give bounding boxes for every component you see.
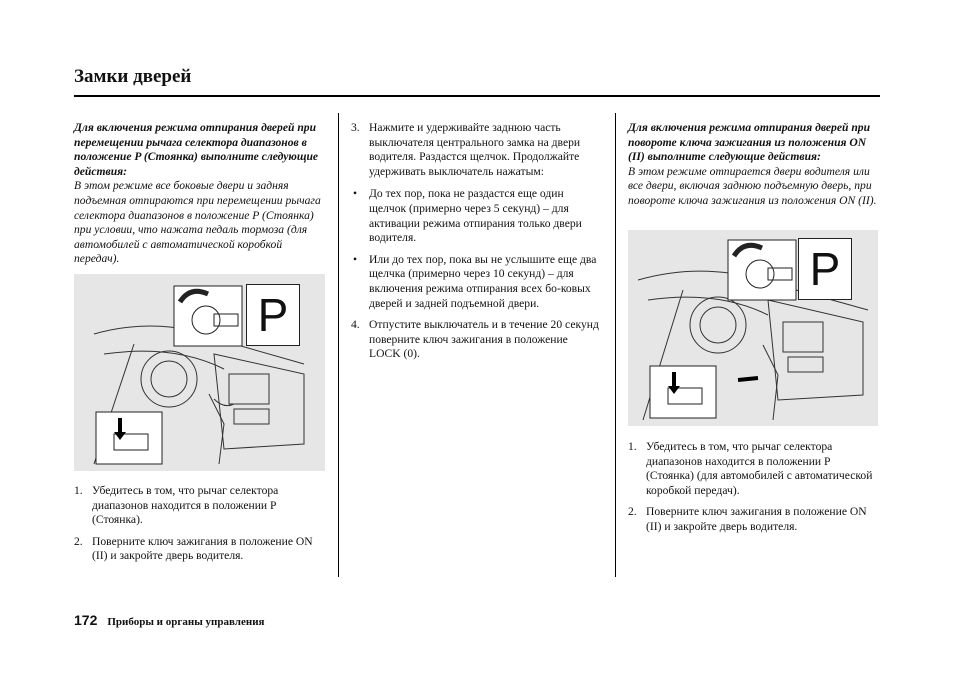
step-number: 4. bbox=[351, 318, 360, 332]
col1-note: В этом режиме все боковые двери и задняя подъемная отпираются при перемещении рычага селектора диапазонов в положение P (Стоянка) при условии, что нажата педаль тормоза (для автомобилей с автоматической коробкой передач). bbox=[74, 179, 321, 266]
column-1 bbox=[74, 121, 326, 267]
list-item bbox=[351, 187, 601, 245]
col1-lead: Для включения режима отпирания дверей при перемещении рычага селектора диапазонов в положение P (Стоянка) выполните следующие действия: bbox=[74, 121, 319, 178]
bullet-mark: • bbox=[353, 252, 358, 266]
switch-inset bbox=[650, 366, 716, 418]
key-inset bbox=[174, 286, 242, 346]
bullet-mark: • bbox=[353, 187, 358, 201]
step-text: Поверните ключ зажигания в положение ON (II) и закройте дверь водителя. bbox=[92, 534, 313, 563]
col1-steps bbox=[74, 484, 326, 571]
list-item bbox=[351, 318, 601, 362]
col3-illustration bbox=[628, 230, 878, 426]
col3-steps bbox=[628, 440, 880, 542]
step-number: 1. bbox=[74, 484, 83, 497]
page-title: Замки дверей bbox=[74, 66, 192, 87]
bullet-text: До тех пор, пока не раздастся еще один щелчок (примерно через 5 секунд) – для активации режима отпирания только двери водителя. bbox=[369, 187, 582, 245]
section-title: Приборы и органы управления bbox=[107, 616, 265, 628]
step-text: Отпустите выключатель и в течение 20 секунд поверните ключ зажигания в положение LOCK (0). bbox=[369, 318, 599, 361]
column-divider-1 bbox=[338, 113, 339, 577]
title-rule bbox=[74, 95, 880, 97]
list-item bbox=[628, 440, 880, 498]
list-item bbox=[351, 121, 601, 179]
col3-lead: Для включения режима отпирания дверей при повороте ключа зажигания из положения ON (II) выполните следующие действия: bbox=[628, 121, 871, 164]
step-text: Убедитесь в том, что рычаг селектора диапазонов находится в положении P (Стоянка) (для автомобилей с автоматической коробкой передач). bbox=[646, 440, 873, 497]
column-3 bbox=[628, 121, 880, 209]
page-footer bbox=[74, 612, 265, 628]
step-number: 2. bbox=[628, 505, 637, 519]
park-indicator-box bbox=[798, 238, 852, 300]
park-label: P bbox=[257, 289, 289, 341]
list-item bbox=[351, 253, 601, 311]
step-text: Убедитесь в том, что рычаг селектора диапазонов находится в положении P (Стоянка). bbox=[92, 484, 279, 527]
key-inset bbox=[728, 240, 796, 300]
step-number: 2. bbox=[74, 534, 83, 548]
park-indicator-box bbox=[246, 284, 300, 346]
step-number: 3. bbox=[351, 121, 360, 134]
page-number: 172 bbox=[74, 612, 98, 628]
step-number: 1. bbox=[628, 440, 637, 453]
list-item bbox=[74, 535, 326, 564]
park-label: P bbox=[809, 243, 841, 295]
column-divider-2 bbox=[615, 113, 616, 577]
col3-note: В этом режиме отпирается двери водителя или все двери, включая заднюю подъемную дверь, при повороте ключа зажигания из положения ON (II). bbox=[628, 164, 877, 207]
switch-inset bbox=[96, 412, 162, 464]
bullet-text: Или до тех пор, пока вы не услышите еще два щелчка (примерно через 10 секунд) – для включения режима отпирания всех бо-ковых дверей и задней подъемной двери. bbox=[369, 252, 597, 310]
step-text: Нажмите и удерживайте заднюю часть выключателя центрального замка на двери водителя. Раздастся щелчок. Продолжайте удерживать выключатель нажатым: bbox=[369, 121, 581, 178]
column-2 bbox=[351, 121, 601, 369]
list-item bbox=[628, 505, 880, 534]
col1-illustration bbox=[74, 274, 325, 471]
col2-bullets bbox=[351, 187, 601, 311]
list-item bbox=[74, 484, 326, 528]
step-text: Поверните ключ зажигания в положение ON (II) и закройте дверь водителя. bbox=[646, 505, 867, 533]
